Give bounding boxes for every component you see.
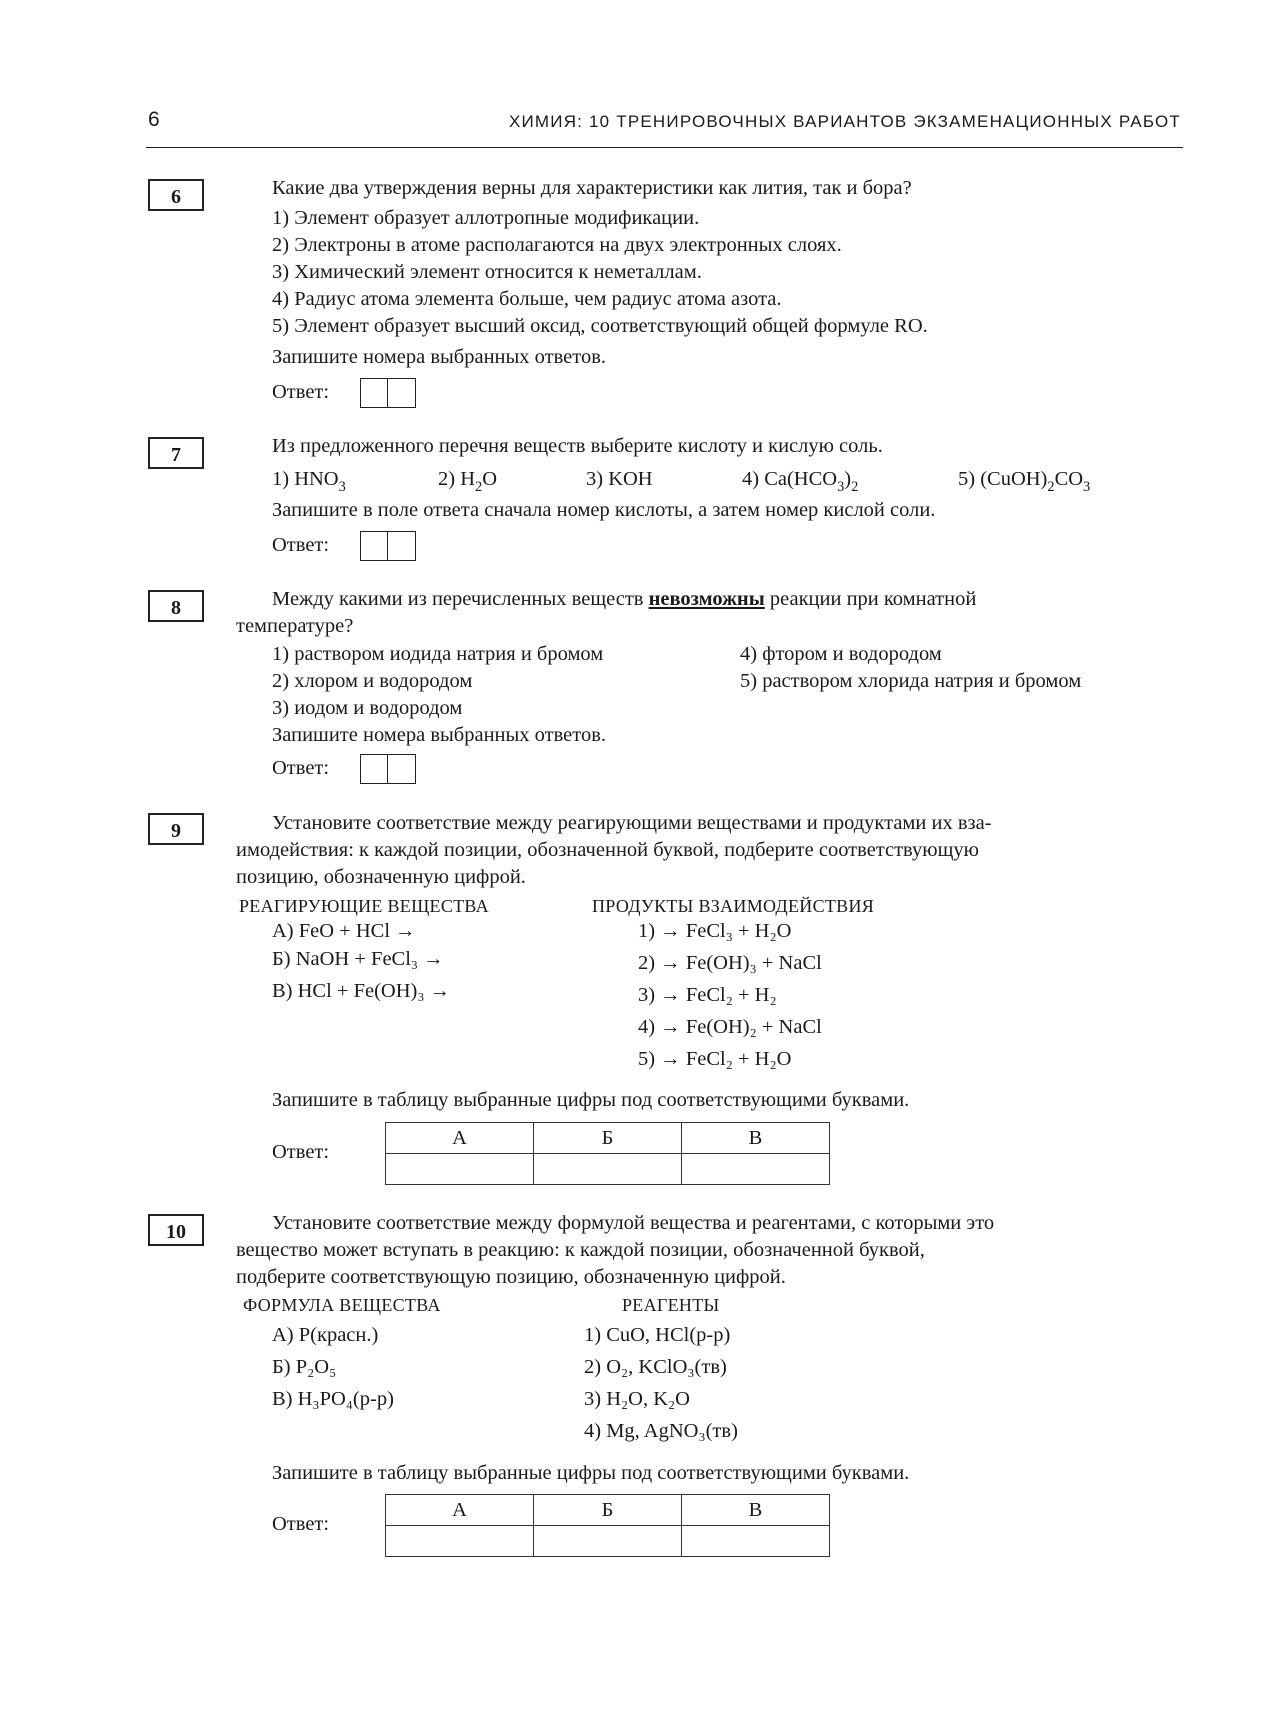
q9-reactant-b: Б) NaOH + FeCl₃ → bbox=[272, 948, 444, 970]
q9-product-1: 1) → FeCl₃ + H₂O bbox=[638, 920, 792, 942]
q10-answer-cell-a[interactable] bbox=[386, 1526, 534, 1557]
q6-option-1: 1) Элемент образует аллотропные модификации. bbox=[272, 207, 700, 229]
q10-answer-cell-c[interactable] bbox=[682, 1526, 830, 1557]
q10-reagent-3: 3) H₂O, K₂O bbox=[584, 1388, 690, 1410]
q8-answer-label: Ответ: bbox=[272, 757, 330, 779]
q8-option-4: 4) фтором и водородом bbox=[740, 643, 942, 665]
q6-answer-label: Ответ: bbox=[272, 381, 330, 403]
q6-option-4: 4) Радиус атома элемента больше, чем радиус атома азота. bbox=[272, 288, 782, 310]
q9-product-4: 4) → Fe(OH)₂ + NaCl bbox=[638, 1016, 822, 1038]
q9-question-line-1: Установите соответствие между реагирующими веществами и продуктами их вза- bbox=[272, 812, 992, 834]
q10-formula-c: В) H₃PO₄(р-р) bbox=[272, 1388, 394, 1410]
question-number-9: 9 bbox=[148, 813, 204, 845]
q10-answer-label: Ответ: bbox=[272, 1513, 330, 1535]
q9-question-line-3: позицию, обозначенную цифрой. bbox=[236, 866, 526, 888]
q8-emphasis: невозможны bbox=[648, 588, 765, 610]
q9-product-5: 5) → FeCl₂ + H₂O bbox=[638, 1048, 792, 1070]
q6-option-2: 2) Электроны в атоме располагаются на двух электронных слоях. bbox=[272, 234, 842, 256]
q8-question-line-2: температуре? bbox=[236, 615, 354, 637]
q7-answer-cell-1[interactable] bbox=[360, 531, 388, 561]
q8-answer-cell-2[interactable] bbox=[388, 754, 416, 784]
q6-answer-boxes bbox=[360, 378, 416, 408]
q8-option-3: 3) иодом и водородом bbox=[272, 697, 463, 719]
q10-reagent-1: 1) CuO, HCl(р-р) bbox=[584, 1324, 731, 1346]
q8-answer-boxes bbox=[360, 754, 416, 784]
q10-reagent-2: 2) O₂, KClO₃(тв) bbox=[584, 1356, 727, 1378]
running-header-title: ХИМИЯ: 10 ТРЕНИРОВОЧНЫХ ВАРИАНТОВ ЭКЗАМЕНАЦИОННЫХ РАБОТ bbox=[508, 112, 1181, 131]
q9-instruction: Запишите в таблицу выбранные цифры под соответствующими буквами. bbox=[272, 1089, 910, 1111]
q10-table-header-a: А bbox=[386, 1495, 534, 1526]
q10-formula-a: А) P(красн.) bbox=[272, 1324, 379, 1346]
q10-question-line-3: подберите соответствующую позицию, обозначенную цифрой. bbox=[236, 1266, 786, 1288]
q10-col-header-formula: ФОРМУЛА ВЕЩЕСТВА bbox=[243, 1295, 441, 1315]
q10-instruction: Запишите в таблицу выбранные цифры под соответствующими буквами. bbox=[272, 1462, 910, 1484]
q9-col-header-reactants: РЕАГИРУЮЩИЕ ВЕЩЕСТВА bbox=[239, 896, 489, 916]
q10-table-header-c: В bbox=[682, 1495, 830, 1526]
q6-option-5: 5) Элемент образует высший оксид, соответствующий общей формуле RO. bbox=[272, 315, 928, 337]
q6-option-3: 3) Химический элемент относится к неметаллам. bbox=[272, 261, 702, 283]
q9-table-header-a: А bbox=[386, 1123, 534, 1154]
q10-formula-b: Б) P₂O₅ bbox=[272, 1356, 337, 1378]
q6-question: Какие два утверждения верны для характеристики как лития, так и бора? bbox=[272, 177, 912, 199]
q7-question: Из предложенного перечня веществ выберите кислоту и кислую соль. bbox=[272, 435, 883, 457]
page-number: 6 bbox=[148, 108, 160, 131]
q10-col-header-reagents: РЕАГЕНТЫ bbox=[622, 1295, 720, 1315]
q8-instruction: Запишите номера выбранных ответов. bbox=[272, 724, 607, 746]
q9-product-3: 3) → FeCl₂ + H₂ bbox=[638, 984, 777, 1006]
q9-product-2: 2) → Fe(OH)₃ + NaCl bbox=[638, 952, 822, 974]
q7-option-1: 1) $HNO_3$ bbox=[272, 468, 346, 495]
q8-option-2: 2) хлором и водородом bbox=[272, 670, 473, 692]
q7-option-5: 5) $(CuOH)_2CO_3$ bbox=[958, 468, 1091, 495]
q8-option-5: 5) раствором хлорида натрия и бромом bbox=[740, 670, 1082, 692]
question-number-10: 10 bbox=[148, 1214, 204, 1246]
q9-table-header-b: Б bbox=[534, 1123, 682, 1154]
question-number-8: 8 bbox=[148, 590, 204, 622]
q7-option-4: 4) $Ca(HCO_3)_2$ bbox=[742, 468, 859, 495]
q9-col-header-products: ПРОДУКТЫ ВЗАИМОДЕЙСТВИЯ bbox=[592, 896, 875, 916]
q8-answer-cell-1[interactable] bbox=[360, 754, 388, 784]
q8-option-1: 1) раствором иодида натрия и бромом bbox=[272, 643, 604, 665]
q7-answer-label: Ответ: bbox=[272, 534, 330, 556]
q7-answer-cell-2[interactable] bbox=[388, 531, 416, 561]
q9-table-header-c: В bbox=[682, 1123, 830, 1154]
q7-instruction: Запишите в поле ответа сначала номер кислоты, а затем номер кислой соли. bbox=[272, 499, 936, 521]
q9-answer-cell-b[interactable] bbox=[534, 1154, 682, 1185]
q10-question-line-1: Установите соответствие между формулой вещества и реагентами, с которыми это bbox=[272, 1212, 995, 1234]
q9-answer-table bbox=[385, 1122, 830, 1185]
q7-option-2: 2) $H_2O$ bbox=[438, 468, 497, 495]
q9-answer-label: Ответ: bbox=[272, 1141, 330, 1163]
q9-answer-cell-c[interactable] bbox=[682, 1154, 830, 1185]
q10-reagent-4: 4) Mg, AgNO₃(тв) bbox=[584, 1420, 738, 1442]
q9-reactant-c: В) HCl + Fe(OH)₃ → bbox=[272, 980, 451, 1002]
q10-table-header-b: Б bbox=[534, 1495, 682, 1526]
q10-answer-table bbox=[385, 1494, 830, 1557]
q10-question-line-2: вещество может вступать в реакцию: к каждой позиции, обозначенной буквой, bbox=[236, 1239, 925, 1261]
q9-reactant-a: А) FeO + HCl → bbox=[272, 920, 416, 942]
q10-answer-cell-b[interactable] bbox=[534, 1526, 682, 1557]
question-number-6: 6 bbox=[148, 179, 204, 211]
q6-answer-cell-1[interactable] bbox=[360, 378, 388, 408]
q7-answer-boxes bbox=[360, 531, 416, 561]
q9-question-line-2: имодействия: к каждой позиции, обозначенной буквой, подберите соответствующую bbox=[236, 839, 979, 861]
q6-answer-cell-2[interactable] bbox=[388, 378, 416, 408]
header-divider bbox=[146, 147, 1183, 148]
q7-option-3: 3) KOH bbox=[586, 468, 653, 490]
question-number-7: 7 bbox=[148, 437, 204, 469]
q9-answer-cell-a[interactable] bbox=[386, 1154, 534, 1185]
q8-question-line-1: Между какими из перечисленных веществ невозможны реакции при комнатной bbox=[272, 588, 977, 610]
q6-instruction: Запишите номера выбранных ответов. bbox=[272, 346, 607, 368]
